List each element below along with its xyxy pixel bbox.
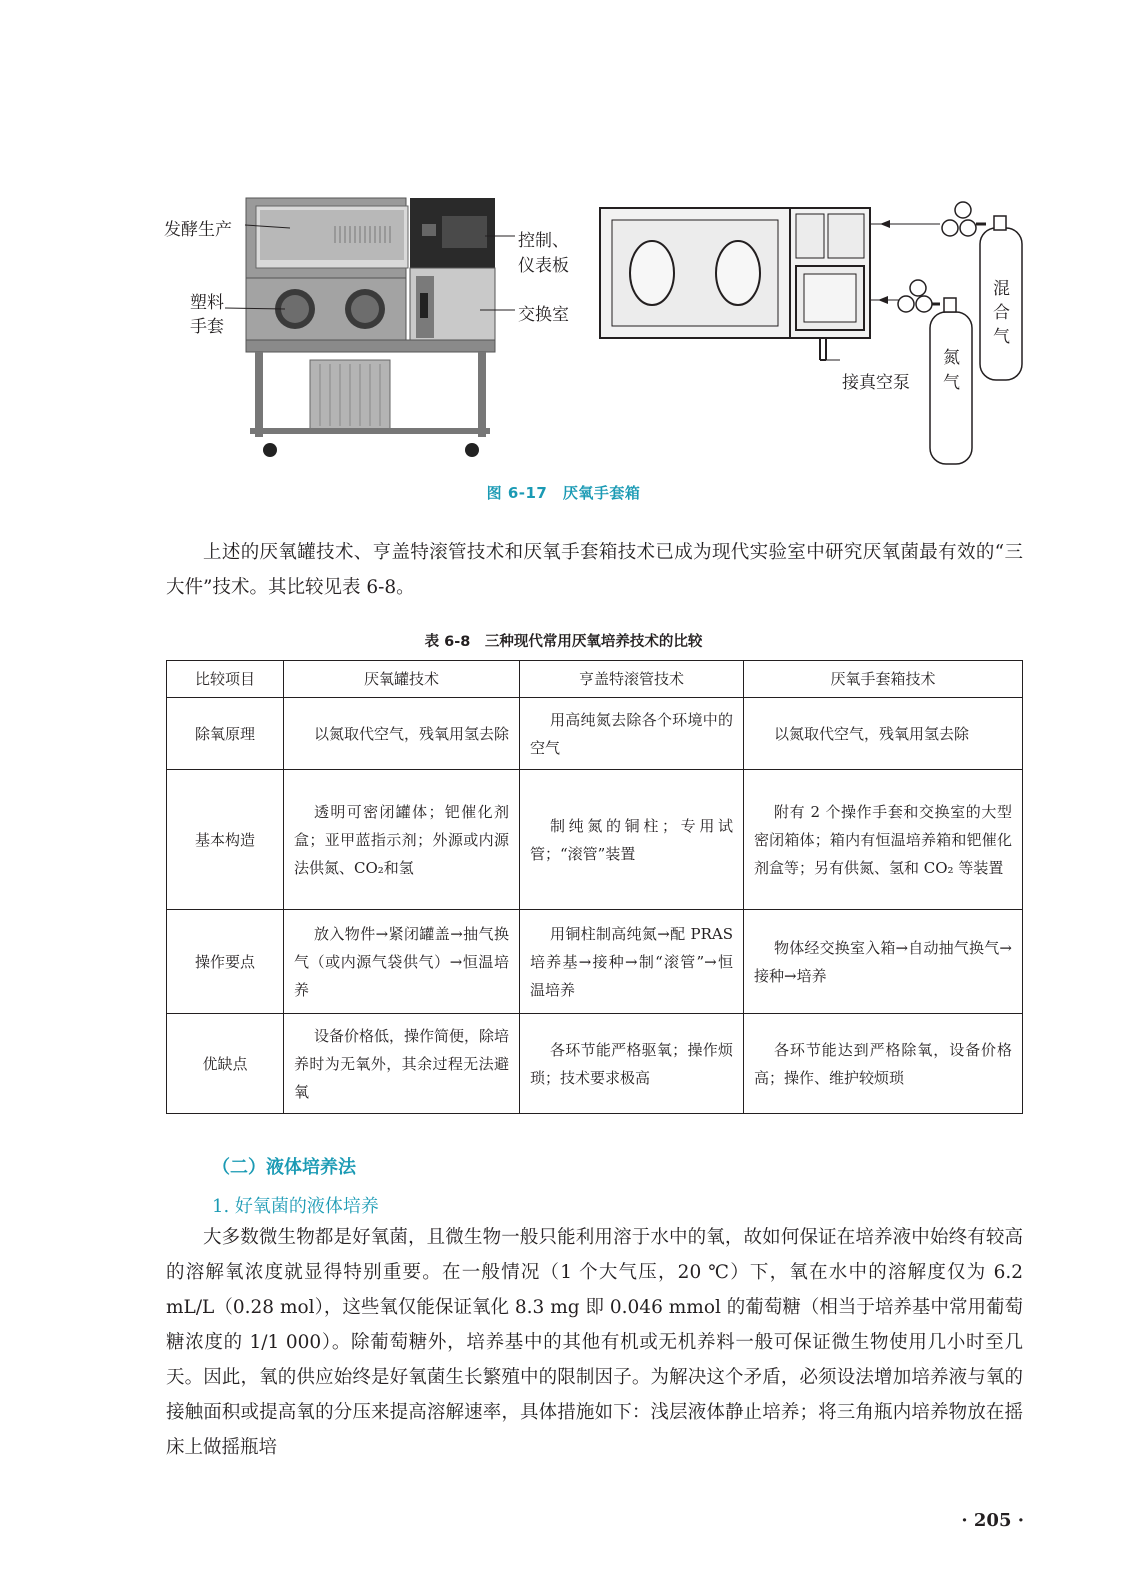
anaerobic-glovebox-figure	[160, 188, 1030, 473]
label-nitrogen-line1: 氮	[943, 348, 960, 368]
cell-text: 用铜柱制高纯氮→配 PRAS 培养基→接种→制“滚管”→恒温培养	[530, 924, 733, 999]
label-control-line1: 控制、	[518, 231, 569, 251]
table-cell	[520, 910, 744, 1014]
label-exchange: 交换室	[518, 305, 569, 325]
figure-caption: 图 6-17 厌氧手套箱	[486, 484, 641, 502]
label-mixed-line1: 混	[993, 279, 1010, 299]
table-cell	[744, 770, 1023, 910]
cell-text: 各环节能达到严格除氧，设备价格高；操作、维护较烦琐	[754, 1040, 1012, 1087]
label-mixed-line2: 合	[993, 303, 1010, 323]
cell-text: 以氮取代空气，残氧用氢去除	[314, 724, 510, 743]
page-number: · 205 ·	[961, 1510, 1024, 1531]
label-fermentation: 发酵生产	[164, 220, 232, 240]
label-glove-line1: 塑料	[190, 293, 224, 313]
figure-6-17	[160, 188, 1030, 473]
header-glovebox: 厌氧手套箱技术	[744, 661, 1023, 698]
header-item: 比较项目	[167, 661, 284, 698]
cell-text: 放入物件→紧闭罐盖→抽气换气（或内源气袋供气）→恒温培养	[294, 924, 509, 999]
table-row	[167, 1014, 1023, 1114]
cell-text: 设备价格低，操作简便，除培养时为无氧外，其余过程无法避氧	[294, 1026, 510, 1101]
cell-text: 以氮取代空气，残氧用氢去除	[774, 724, 970, 743]
table-row	[167, 910, 1023, 1014]
table-cell	[744, 698, 1023, 770]
table-cell	[284, 698, 520, 770]
label-control-line2: 仪表板	[518, 256, 569, 276]
table-cell	[744, 910, 1023, 1014]
row-label: 基本构造	[167, 770, 284, 910]
header-jar: 厌氧罐技术	[284, 661, 520, 698]
row-label: 操作要点	[167, 910, 284, 1014]
label-glove-line2: 手套	[190, 317, 224, 337]
label-nitrogen-line2: 气	[943, 373, 960, 393]
table-cell	[744, 1014, 1023, 1114]
cell-text: 附有 2 个操作手套和交换室的大型密闭箱体；箱内有恒温培养箱和钯催化剂盒等；另有供氮、氢和 CO₂ 等装置	[754, 802, 1012, 877]
glovebox-photo	[246, 198, 495, 457]
table-cell	[284, 1014, 520, 1114]
label-mixed-line3: 气	[993, 327, 1010, 347]
table-cell	[520, 770, 744, 910]
table-cell	[520, 1014, 744, 1114]
table-cell	[284, 770, 520, 910]
glovebox-schematic	[600, 202, 1022, 464]
paragraph-liquid-culture: 大多数微生物都是好氧菌，且微生物一般只能利用溶于水中的氧，故如何保证在培养液中始终有较高的溶解氧浓度就显得特别重要。在一般情况（1 个大气压，20 ℃）下，氧在水中的溶解度仅为 6.2 mL/L（0.28 mol），这些氧仅能保证氧化 8.3 mg 即 0.046 mmol 的葡萄糖（相当于培养基中常用葡萄糖浓度的 1/1 000）。除葡萄糖外，培养基中的其他有机或无机养料一般可保证微生物使用几小时至几天。因此，氧的供应始终是好氧菌生长繁殖中的限制因子。为解决这个矛盾，必须设法增加培养液与氧的接触面积或提高氧的分压来提高溶解速率，具体措施如下：浅层液体静止培养；将三角瓶内培养物放在摇床上做摇瓶培	[166, 1227, 1023, 1458]
row-label: 除氧原理	[167, 698, 284, 770]
comparison-table	[166, 660, 1023, 1114]
table-row	[167, 698, 1023, 770]
cell-text: 各环节能严格驱氧；操作烦琐；技术要求极高	[530, 1040, 733, 1087]
cell-text: 透明可密闭罐体；钯催化剂盒；亚甲蓝指示剂；外源或内源法供氮、CO₂和氢	[294, 802, 509, 877]
cell-text: 物体经交换室入箱→自动抽气换气→接种→培养	[754, 938, 1012, 985]
cell-text: 用高纯氮去除各个环境中的空气	[530, 710, 733, 757]
header-hungate: 亨盖特滚管技术	[520, 661, 744, 698]
section-heading: （二）液体培养法	[212, 1157, 356, 1178]
paragraph-intro: 上述的厌氧罐技术、亨盖特滚管技术和厌氧手套箱技术已成为现代实验室中研究厌氧菌最有效的“三大件”技术。其比较见表 6-8。	[166, 542, 1023, 598]
table-header-row	[167, 661, 1023, 698]
table-row	[167, 770, 1023, 910]
label-vacuum: 接真空泵	[842, 373, 910, 393]
table-title: 表 6-8 三种现代常用厌氧培养技术的比较	[424, 634, 703, 650]
row-label: 优缺点	[167, 1014, 284, 1114]
cell-text: 制纯氮的铜柱；专用试管；“滚管”装置	[530, 816, 733, 863]
table-cell	[520, 698, 744, 770]
table-cell	[284, 910, 520, 1014]
sub-heading: 1. 好氧菌的液体培养	[212, 1196, 379, 1217]
